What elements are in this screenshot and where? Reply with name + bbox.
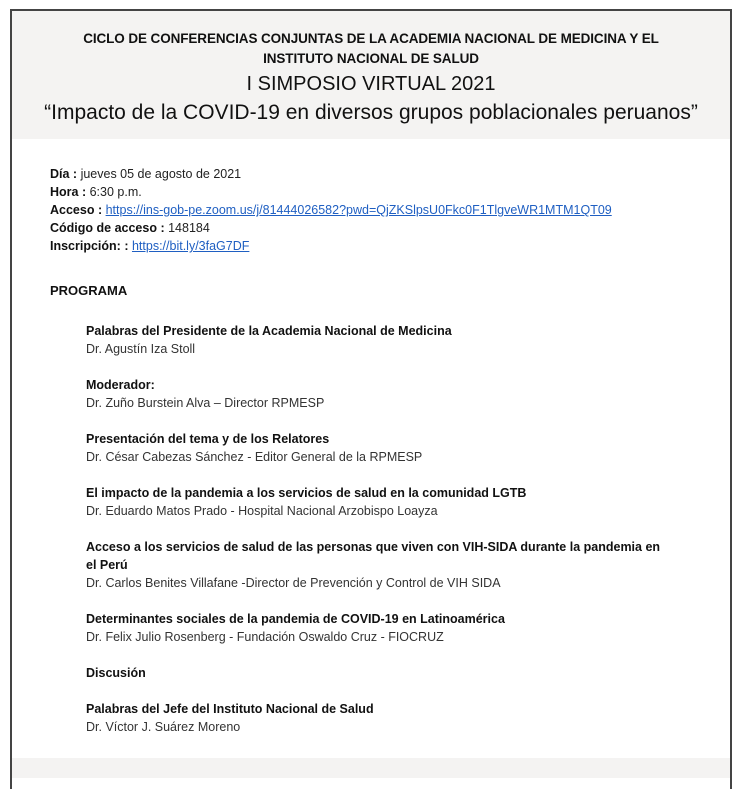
program-item-title: Acceso a los servicios de salud de las personas que viven con VIH-SIDA durante la pandemia en el Perú xyxy=(86,540,661,572)
program-item xyxy=(86,610,666,646)
program-item-speaker: Dr. César Cabezas Sánchez - Editor General de la RPMESP xyxy=(86,450,423,464)
program-item-speaker: Dr. Agustín Iza Stoll xyxy=(86,342,196,356)
programa-heading: PROGRAMA xyxy=(50,283,128,298)
program-item-title: Discusión xyxy=(86,666,146,680)
info-codigo xyxy=(50,219,730,237)
hora-label: Hora : xyxy=(50,185,87,199)
program-item xyxy=(86,484,666,520)
program-item-title: Moderador: xyxy=(86,378,155,392)
program-item-title: Presentación del tema y de los Relatores xyxy=(86,432,330,446)
program-item-title: El impacto de la pandemia a los servicios de salud en la comunidad LGTB xyxy=(86,486,527,500)
info-acceso xyxy=(50,201,730,219)
program-item xyxy=(86,322,666,358)
program-item xyxy=(86,700,666,736)
program-item-speaker: Dr. Felix Julio Rosenberg - Fundación Oswaldo Cruz - FIOCRUZ xyxy=(86,630,444,644)
program-item xyxy=(86,430,666,466)
dia-value: jueves 05 de agosto de 2021 xyxy=(80,167,242,181)
document-frame xyxy=(10,9,732,789)
header-band xyxy=(12,11,730,139)
footer-band xyxy=(12,758,730,778)
document-body xyxy=(12,139,730,736)
info-hora xyxy=(50,183,730,201)
program-item-title: Determinantes sociales de la pandemia de COVID-19 en Latinoamérica xyxy=(86,612,505,626)
event-subtitle: “Impacto de la COVID-19 en diversos grupos poblacionales peruanos” xyxy=(44,101,698,124)
program-item-title: Palabras del Presidente de la Academia Nacional de Medicina xyxy=(86,324,452,338)
acceso-label: Acceso : xyxy=(50,203,103,217)
zoom-link[interactable]: https://ins-gob-pe.zoom.us/j/81444026582?pwd=QjZKSlpsU0Fkc0F1TlgveWR1MTM1QT09 xyxy=(105,203,612,217)
program-item xyxy=(86,376,666,412)
codigo-label: Código de acceso : xyxy=(50,221,165,235)
program-item-speaker: Dr. Víctor J. Suárez Moreno xyxy=(86,720,241,734)
hora-value: 6:30 p.m. xyxy=(89,185,142,199)
program-list xyxy=(86,322,730,736)
program-item xyxy=(86,664,666,682)
header-line-2: INSTITUTO NACIONAL DE SALUD xyxy=(263,51,479,66)
header-line-1: CICLO DE CONFERENCIAS CONJUNTAS DE LA ACADEMIA NACIONAL DE MEDICINA Y EL xyxy=(83,31,659,46)
info-dia xyxy=(50,165,730,183)
inscripcion-label: Inscripción: : xyxy=(50,239,129,253)
dia-label: Día : xyxy=(50,167,78,181)
program-item-speaker: Dr. Carlos Benites Villafane -Director de Prevención y Control de VIH SIDA xyxy=(86,576,501,590)
event-info xyxy=(50,165,730,255)
program-item-speaker: Dr. Zuño Burstein Alva – Director RPMESP xyxy=(86,396,325,410)
program-item-title: Palabras del Jefe del Instituto Nacional de Salud xyxy=(86,702,374,716)
info-inscripcion xyxy=(50,237,730,255)
event-title: I SIMPOSIO VIRTUAL 2021 xyxy=(246,73,496,95)
codigo-value: 148184 xyxy=(168,221,210,235)
program-item-speaker: Dr. Eduardo Matos Prado - Hospital Nacional Arzobispo Loayza xyxy=(86,504,438,518)
registration-link[interactable]: https://bit.ly/3faG7DF xyxy=(131,239,250,253)
program-item xyxy=(86,538,666,592)
